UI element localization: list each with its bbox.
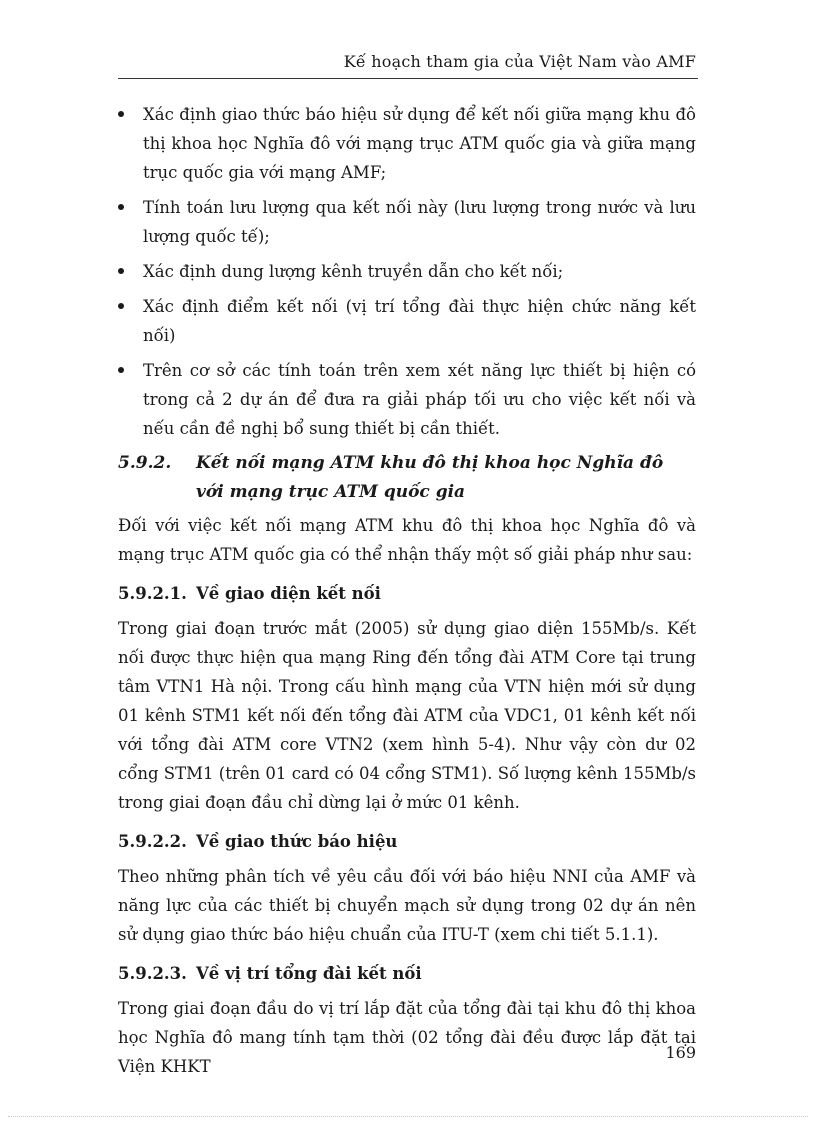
subsection-title: Về vị trí tổng đài kết nối [196, 964, 422, 983]
page-bottom-edge [8, 1116, 808, 1117]
subsection-heading-interface [118, 579, 696, 608]
section-heading [118, 449, 696, 507]
running-header: Kế hoạch tham gia của Việt Nam vào AMF [343, 52, 696, 71]
subsection-number: 5.9.2.2. [118, 832, 187, 851]
bullet-icon [118, 303, 124, 309]
list-item: Tính toán lưu lượng qua kết nối này (lưu lượng trong nước và lưu lượng quốc tế); [118, 193, 696, 251]
subsection-text-interface: Trong giai đoạn trước mắt (2005) sử dụng giao diện 155Mb/s. Kết nối được thực hiện qua mạng Ring đến tổng đài ATM Core tại trung tâm VTN1 Hà nội. Trong cấu hình mạng của VTN hiện mới sử dụng 01 kênh STM1 kết nối đến tổng đài ATM của VDC1, 01 kênh kết nối với tổng đài ATM core VTN2 (xem hình 5-4). Như vậy còn dư 02 cổng STM1 (trên 01 card có 04 cổng STM1). Số lượng kênh 155Mb/s trong giai đoạn đầu chỉ dừng lại ở mức 01 kênh. [118, 619, 696, 812]
header-divider [118, 78, 698, 79]
page-number: 169 [665, 1043, 696, 1062]
bullet-icon [118, 204, 124, 210]
bullet-icon [118, 367, 124, 373]
page-body [118, 100, 696, 1081]
subsection-heading-location [118, 959, 696, 988]
subsection-title: Về giao diện kết nối [196, 584, 381, 603]
bullet-list [118, 100, 696, 443]
bullet-icon [118, 111, 124, 117]
subsection-title: Về giao thức báo hiệu [196, 832, 398, 851]
bullet-icon [118, 268, 124, 274]
section-number: 5.9.2. [118, 453, 172, 473]
list-item: Xác định điểm kết nối (vị trí tổng đài thực hiện chức năng kết nối) [118, 292, 696, 350]
section-title: Kết nối mạng ATM khu đô thị khoa học Nghĩa đô với mạng trục ATM quốc gia [196, 453, 664, 502]
list-item: Xác định dung lượng kênh truyền dẫn cho kết nối; [118, 257, 696, 286]
subsection-number: 5.9.2.1. [118, 584, 187, 603]
section-intro: Đối với việc kết nối mạng ATM khu đô thị khoa học Nghĩa đô và mạng trục ATM quốc gia có thể nhận thấy một số giải pháp như sau: [118, 516, 696, 564]
list-item: Trên cơ sở các tính toán trên xem xét năng lực thiết bị hiện có trong cả 2 dự án để đưa ra giải pháp tối ưu cho việc kết nối và nếu cần đề nghị bổ sung thiết bị cần thiết. [118, 356, 696, 443]
subsection-heading-signaling [118, 827, 696, 856]
subsection-number: 5.9.2.3. [118, 964, 187, 983]
subsection-text-location: Trong giai đoạn đầu do vị trí lắp đặt của tổng đài tại khu đô thị khoa học Nghĩa đô mang tính tạm thời (02 tổng đài đều được lắp đặt tại Viện KHKT [118, 999, 696, 1076]
list-item: Xác định giao thức báo hiệu sử dụng để kết nối giữa mạng khu đô thị khoa học Nghĩa đô với mạng trục ATM quốc gia và giữa mạng trục quốc gia với mạng AMF; [118, 100, 696, 187]
subsection-text-signaling: Theo những phân tích về yêu cầu đối với báo hiệu NNI của AMF và năng lực của các thiết bị chuyển mạch sử dụng trong 02 dự án nên sử dụng giao thức báo hiệu chuẩn của ITU-T (xem chi tiết 5.1.1). [118, 867, 696, 944]
